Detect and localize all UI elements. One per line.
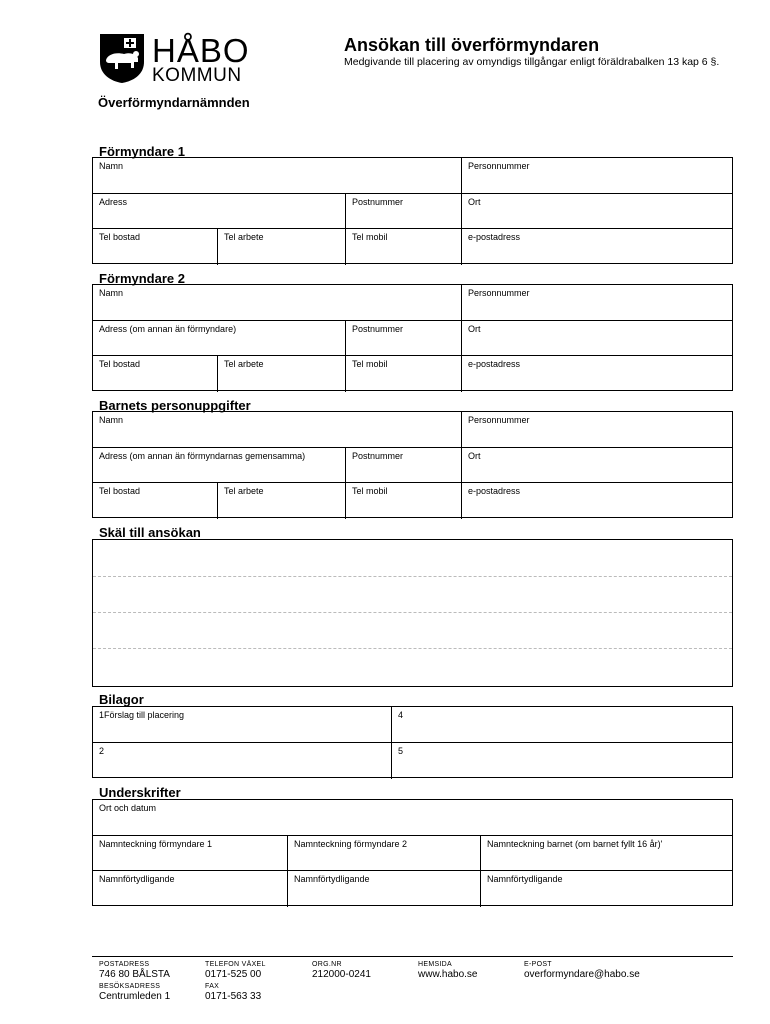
section-heading-guardian1: Förmyndare 1	[99, 144, 185, 159]
field-label: 4	[398, 710, 404, 720]
field-label: Tel bostad	[99, 486, 141, 496]
field-label: Tel bostad	[99, 232, 141, 242]
guardian2-postnr-field[interactable]	[345, 321, 461, 355]
section-heading-guardian2: Förmyndare 2	[99, 271, 185, 286]
field-label: Namnteckning förmyndare 2	[294, 839, 408, 849]
child-form	[92, 411, 733, 518]
field-label: Ort	[468, 197, 481, 207]
guardian2-pnr-field[interactable]	[461, 285, 732, 320]
line-divider	[93, 612, 732, 613]
section-heading-attachments: Bilagor	[99, 692, 144, 707]
guardian1-form	[92, 157, 733, 264]
field-label: Ort	[468, 324, 481, 334]
field-label: Ort och datum	[99, 803, 157, 813]
field-label: Namnförtydligande	[99, 874, 175, 884]
field-label: Namn	[99, 161, 124, 171]
field-label: Adress (om annan än förmyndare)	[99, 324, 237, 334]
attachments-form	[92, 706, 733, 778]
field-label: Ort	[468, 451, 481, 461]
guardian1-tel-mobile-field[interactable]	[345, 229, 461, 265]
child-tel-home-field[interactable]	[93, 483, 217, 519]
footer-fax-value: 0171-563 33	[205, 991, 262, 1002]
line-divider	[93, 648, 732, 649]
field-label: Namnteckning barnet (om barnet fyllt 16 år)'	[487, 839, 663, 849]
child-pnr-field[interactable]	[461, 412, 732, 447]
logo-name: HÅBO	[152, 32, 250, 69]
field-label: Tel arbete	[224, 486, 264, 496]
guardian2-tel-work-field[interactable]	[217, 356, 345, 392]
form-row	[93, 412, 732, 448]
field-label: 1Förslag till placering	[99, 710, 185, 720]
footer-email-label: E-POST	[524, 961, 552, 968]
guardian1-tel-home-field[interactable]	[93, 229, 217, 265]
form-row	[93, 158, 732, 194]
child-postnr-field[interactable]	[345, 448, 461, 482]
department-name: Överförmyndarnämnden	[98, 95, 250, 110]
field-label: 5	[398, 746, 404, 756]
child-address-field[interactable]	[93, 448, 345, 482]
page-title: Ansökan till överförmyndaren	[344, 35, 600, 55]
field-label: Tel arbete	[224, 232, 264, 242]
field-label: Adress (om annan än förmyndarnas gemensamma)	[99, 451, 306, 461]
form-row	[93, 321, 732, 356]
footer-visit-label: BESÖKSADRESS	[99, 983, 161, 990]
section-heading-child: Barnets personuppgifter	[99, 398, 251, 413]
form-row	[93, 800, 732, 836]
coat-of-arms-icon	[98, 32, 146, 84]
field-label: Tel arbete	[224, 359, 264, 369]
form-row	[93, 743, 732, 779]
logo-subtitle: KOMMUN	[152, 65, 242, 86]
form-row	[93, 448, 732, 483]
footer-org-value: 212000-0241	[312, 969, 371, 980]
child-name-field[interactable]	[93, 412, 461, 447]
form-row	[93, 836, 732, 871]
guardian1-city-field[interactable]	[461, 194, 732, 228]
guardian2-email-field[interactable]	[461, 356, 732, 392]
field-label: e-postadress	[468, 232, 521, 242]
name-clarification-2-field[interactable]	[287, 871, 480, 907]
footer-email-link[interactable]: overformyndare@habo.se	[524, 969, 640, 980]
form-row	[93, 356, 732, 392]
signatures-form	[92, 799, 733, 906]
footer-postal-value: 746 80 BÅLSTA	[99, 969, 170, 980]
reasons-textarea[interactable]	[92, 539, 733, 687]
field-label: Namn	[99, 415, 124, 425]
guardian1-tel-work-field[interactable]	[217, 229, 345, 265]
footer-divider	[92, 956, 733, 957]
attachment-5-field[interactable]	[391, 743, 732, 779]
field-label: Personnummer	[468, 288, 530, 298]
name-clarification-1-field[interactable]	[93, 871, 287, 907]
guardian1-email-field[interactable]	[461, 229, 732, 265]
field-label: Namnförtydligande	[294, 874, 370, 884]
field-label: Tel bostad	[99, 359, 141, 369]
guardian2-name-field[interactable]	[93, 285, 461, 320]
footer-phone-label: TELEFON VÄXEL	[205, 961, 266, 968]
attachment-2-field[interactable]	[93, 743, 391, 779]
child-email-field[interactable]	[461, 483, 732, 519]
footer-fax-label: FAX	[205, 983, 220, 990]
child-tel-work-field[interactable]	[217, 483, 345, 519]
field-label: Personnummer	[468, 415, 530, 425]
field-label: e-postadress	[468, 359, 521, 369]
guardian2-tel-mobile-field[interactable]	[345, 356, 461, 392]
guardian2-tel-home-field[interactable]	[93, 356, 217, 392]
section-heading-reasons: Skäl till ansökan	[99, 525, 201, 540]
footer-visit-value: Centrumleden 1	[99, 991, 171, 1002]
field-label: Tel mobil	[352, 232, 388, 242]
line-divider	[93, 576, 732, 577]
signature-child-field[interactable]	[480, 836, 732, 870]
footer-postal-label: POSTADRESS	[99, 961, 150, 968]
field-label: 2	[99, 746, 105, 756]
form-row	[93, 194, 732, 229]
attachment-4-field[interactable]	[391, 707, 732, 742]
field-label: Adress	[99, 197, 128, 207]
form-row	[93, 229, 732, 265]
footer-phone-value: 0171-525 00	[205, 969, 262, 980]
signature-guardian2-field[interactable]	[287, 836, 480, 870]
footer-web-link[interactable]: www.habo.se	[418, 969, 478, 980]
field-label: Namnförtydligande	[487, 874, 563, 884]
child-tel-mobile-field[interactable]	[345, 483, 461, 519]
form-row	[93, 483, 732, 519]
field-label: Namnteckning förmyndare 1	[99, 839, 213, 849]
form-row	[93, 285, 732, 321]
field-label: Postnummer	[352, 324, 404, 334]
field-label: Postnummer	[352, 197, 404, 207]
guardian2-address-field[interactable]	[93, 321, 345, 355]
field-label: Namn	[99, 288, 124, 298]
guardian1-name-field[interactable]	[93, 158, 461, 193]
footer-web-label: HEMSIDA	[418, 961, 452, 968]
name-clarification-3-field[interactable]	[480, 871, 732, 907]
footer-org-label: ORG.NR	[312, 961, 342, 968]
form-row	[93, 707, 732, 743]
field-label: Tel mobil	[352, 486, 388, 496]
guardian2-city-field[interactable]	[461, 321, 732, 355]
field-label: Tel mobil	[352, 359, 388, 369]
place-date-field[interactable]	[93, 800, 732, 835]
field-label: Personnummer	[468, 161, 530, 171]
page-subtitle: Medgivande till placering av omyndigs tillgångar enligt föräldrabalken 13 kap 6 §.	[344, 56, 720, 68]
field-label: e-postadress	[468, 486, 521, 496]
field-label: Postnummer	[352, 451, 404, 461]
section-heading-signatures: Underskrifter	[99, 785, 181, 800]
habo-kommun-logo	[98, 32, 258, 86]
guardian1-pnr-field[interactable]	[461, 158, 732, 193]
guardian1-address-field[interactable]	[93, 194, 345, 228]
attachment-1-field[interactable]	[93, 707, 391, 742]
form-row	[93, 871, 732, 907]
child-city-field[interactable]	[461, 448, 732, 482]
signature-guardian1-field[interactable]	[93, 836, 287, 870]
guardian1-postnr-field[interactable]	[345, 194, 461, 228]
guardian2-form	[92, 284, 733, 391]
